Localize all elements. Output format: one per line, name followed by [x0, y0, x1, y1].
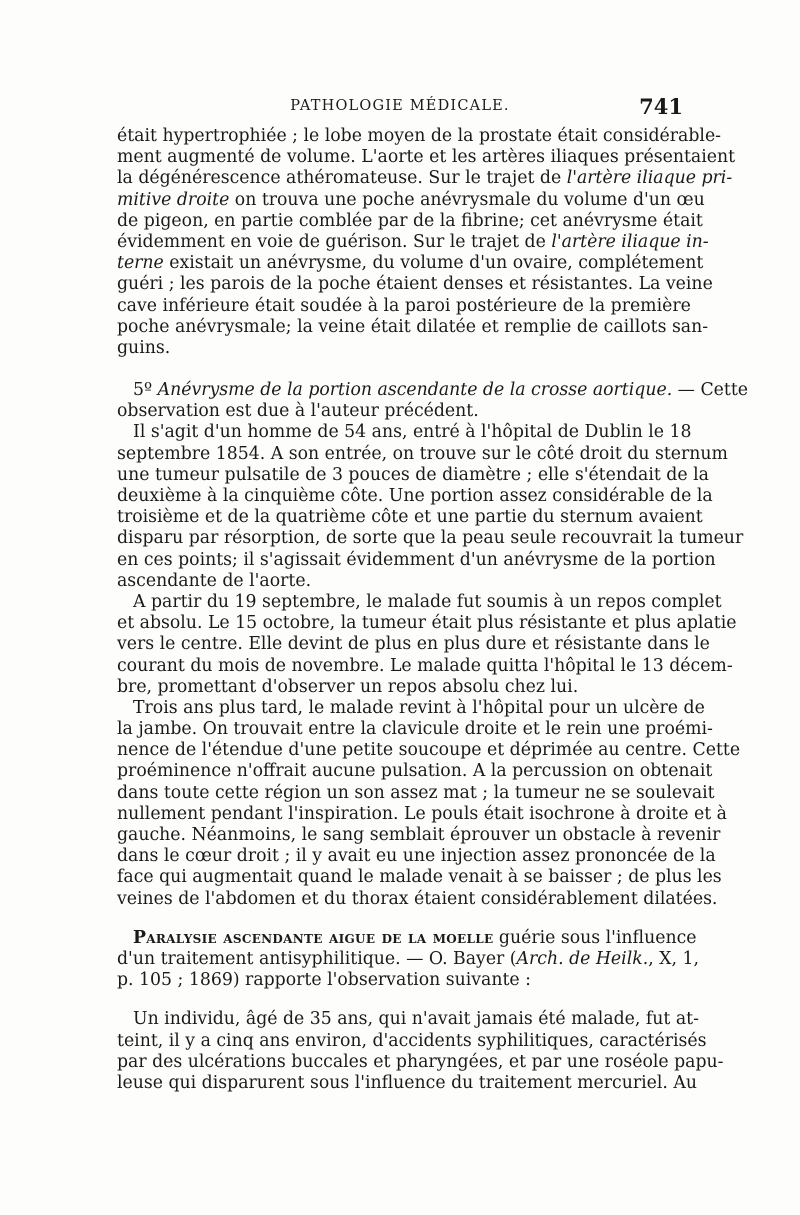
source-citation: Arch. de Heilk.: [516, 948, 649, 969]
text-line: vers le centre. Elle devint de plus en plus dure et résistante dans le: [117, 634, 710, 655]
text-line: observation est due à l'auteur précédent.: [117, 401, 479, 422]
text-line: Il s'agit d'un homme de 54 ans, entré à l'hôpital de Dublin le 18: [133, 422, 692, 443]
italic-terne: terne: [117, 253, 164, 274]
section-title: Anévrysme de la portion ascendante de la crosse aortique.: [157, 380, 673, 401]
text-line: Trois ans plus tard, le malade revint à l'hôpital pour un ulcère de: [133, 697, 705, 718]
text-line: cave inférieure était soudée à la paroi postérieure de la première: [117, 295, 691, 316]
text-line: veines de l'abdomen et du thorax étaient considérablement dilatées.: [117, 888, 718, 909]
text-line: une tumeur pulsatile de 3 pouces de diamètre ; elle s'étendait de la: [117, 464, 709, 485]
page-body: [117, 126, 749, 1094]
section-title: Paralysie ascendante aigue de la moelle: [133, 927, 494, 948]
text-line: septembre 1854. A son entrée, on trouve sur le côté droit du sternum: [117, 443, 728, 464]
paragraph-prostate: [117, 126, 736, 359]
italic-mitive-droite: mitive droite: [117, 189, 230, 210]
text-line: dans toute cette région un son assez mat ; la tumeur ne se soulevait: [117, 782, 715, 803]
text-line: deuxième à la cinquième côte. Une portion assez considérable de la: [117, 486, 713, 506]
text-line: par des ulcérations buccales et pharyngées, et par une roséole papu-: [117, 1051, 724, 1072]
text-line: nullement pendant l'inspiration. Le pouls était isochrone à droite et à: [117, 803, 727, 824]
page-header: [117, 96, 683, 120]
text-line: proéminence n'offrait aucune pulsation. A la percussion on obtenait: [117, 761, 713, 782]
section-aneurysm-ascending-aorta: [117, 380, 749, 910]
paragraph-case: [117, 1009, 724, 1094]
page-number: 741: [639, 94, 683, 119]
text-line: la jambe. On trouvait entre la clavicule droite et le rein une proémi-: [117, 719, 713, 740]
text-line: courant du mois de novembre. Le malade quitta l'hôpital le 13 décem-: [117, 655, 733, 676]
text-line: de pigeon, en partie comblée par de la fibrine; cet anévrysme était: [117, 210, 703, 231]
text-line: A partir du 19 septembre, le malade fut soumis à un repos complet: [133, 591, 722, 612]
text-line: p. 105 ; 1869) rapporte l'observation suivante :: [117, 970, 531, 991]
text-line: teint, il y a cinq ans environ, d'accidents syphilitiques, caractérisés: [117, 1030, 707, 1051]
text-line: nence de l'étendue d'une petite soucoupe et déprimée au centre. Cette: [117, 740, 741, 761]
text-line: guéri ; les parois de la poche étaient denses et résistantes. La veine: [117, 274, 713, 295]
section-paralysie: [117, 927, 699, 992]
section-heading: Paralysie ascendante aigue de la moelle guérie sous l'influence: [133, 927, 697, 948]
text-line: disparu par résorption, de sorte que la peau seule recouvrait la tumeur: [117, 528, 744, 549]
text-line: troisième et de la quatrième côte et une partie du sternum avaient: [117, 507, 703, 528]
spacer: [117, 910, 683, 928]
text-line: d'un traitement antisyphilitique. — O. Bayer (Arch. de Heilk., X, 1,: [117, 948, 699, 969]
text-line: évidemment en voie de guérison. Sur le trajet de l'artère iliaque in-: [117, 231, 709, 252]
text-line: était hypertrophiée ; le lobe moyen de la prostate était considérable-: [117, 126, 722, 146]
text-line: leuse qui disparurent sous l'influence du traitement mercuriel. Au: [117, 1072, 697, 1093]
text-line: Un individu, âgé de 35 ans, qui n'avait jamais été malade, fut at-: [133, 1009, 699, 1030]
text-line: en ces points; il s'agissait évidemment d'un anévrysme de la portion: [117, 549, 716, 570]
spacer: [117, 359, 683, 380]
text-line: et absolu. Le 15 octobre, la tumeur était plus résistante et plus aplatie: [117, 613, 737, 634]
text-line: bre, promettant d'observer un repos absolu chez lui.: [117, 676, 579, 697]
italic-artere-iliaque-primitive: l'artère iliaque pri-: [566, 168, 733, 189]
text-line: guins.: [117, 337, 171, 358]
text-line: poche anévrysmale; la veine était dilatée et remplie de caillots san-: [117, 316, 709, 337]
text-line: dans le cœur droit ; il y avait eu une injection assez prononcée de la: [117, 846, 716, 867]
text-line: gauche. Néanmoins, le sang semblait éprouver un obstacle à revenir: [117, 825, 721, 845]
italic-artere-iliaque-interne: l'artère iliaque in-: [551, 231, 709, 252]
text-line: terne existait un anévrysme, du volume d'un ovaire, complétement: [117, 253, 704, 274]
text-line: ment augmenté de volume. L'aorte et les artères iliaques présentaient: [117, 147, 736, 168]
running-title: PATHOLOGIE MÉDICALE.: [290, 98, 510, 114]
section-heading: 5º Anévrysme de la portion ascendante de la crosse aortique. — Cette: [133, 380, 749, 401]
text-line: mitive droite on trouva une poche anévrysmale du volume d'un œu: [117, 189, 705, 210]
text-line: ascendante de l'aorte.: [117, 570, 312, 591]
section-number: 5º: [133, 380, 158, 401]
spacer: [117, 991, 683, 1009]
text-line: la dégénérescence athéromateuse. Sur le trajet de l'artère iliaque pri-: [117, 168, 733, 189]
text-line: face qui augmentait quand le malade venait à se baisser ; de plus les: [117, 867, 722, 888]
